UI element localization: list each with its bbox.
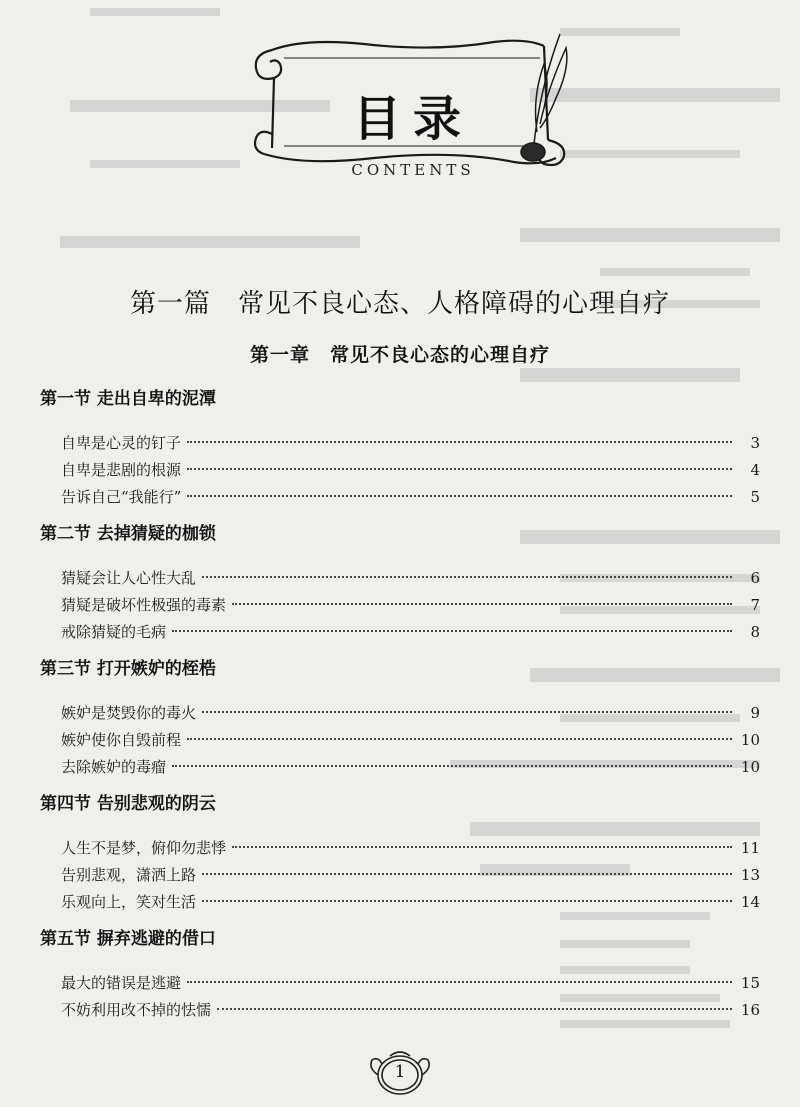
- leader-dots: [187, 441, 732, 443]
- toc-entry[interactable]: [61, 619, 760, 646]
- toc-entry-page: 10: [740, 731, 760, 749]
- toc-entry-page: 14: [740, 893, 760, 911]
- contents-title: 目录: [352, 91, 473, 147]
- toc-entry-title: 猜疑是破坏性极强的毒素: [61, 596, 227, 614]
- toc-section: [40, 789, 760, 916]
- leader-dots: [187, 738, 732, 740]
- toc-entry[interactable]: [61, 835, 760, 862]
- section-entries: [61, 970, 760, 1024]
- toc-entry-page: 3: [750, 434, 760, 452]
- toc-entry-title: 嫉妒使你自毁前程: [61, 731, 182, 749]
- section-title[interactable]: 第五节 摒弃逃避的借口: [40, 929, 216, 949]
- toc-entry-title: 戒除猜疑的毛病: [61, 623, 167, 641]
- leader-dots: [217, 1008, 732, 1010]
- leader-dots: [187, 495, 732, 497]
- toc-section: [40, 924, 760, 1024]
- leader-dots: [232, 846, 732, 848]
- toc-section: [40, 384, 760, 511]
- toc-entry-title: 去除嫉妒的毒瘤: [61, 758, 167, 776]
- toc-entry[interactable]: [61, 727, 760, 754]
- contents-subtitle: CONTENTS: [351, 161, 475, 179]
- toc-entry[interactable]: [61, 430, 760, 457]
- toc-entry-page: 10: [740, 758, 760, 776]
- leader-dots: [202, 873, 732, 875]
- leader-dots: [232, 603, 732, 605]
- toc-entry-page: 8: [750, 623, 760, 641]
- toc-entry[interactable]: [61, 565, 760, 592]
- section-title[interactable]: 第二节 去掉猜疑的枷锁: [40, 524, 216, 544]
- leader-dots: [187, 468, 732, 470]
- toc-entry-page: 6: [750, 569, 760, 587]
- toc-entry-title: 不妨利用改不掉的怯懦: [61, 1001, 212, 1019]
- page-number-medallion: [360, 1048, 440, 1098]
- leader-dots: [187, 981, 732, 983]
- section-entries: [61, 565, 760, 646]
- toc-section: [40, 654, 760, 781]
- toc-entry-title: 乐观向上，笑对生活: [61, 893, 197, 911]
- toc-entry[interactable]: [61, 754, 760, 781]
- toc-entry-page: 15: [740, 974, 760, 992]
- section-entries: [61, 430, 760, 511]
- leader-dots: [202, 900, 732, 902]
- toc-entry[interactable]: [61, 862, 760, 889]
- toc-entry-title: 最大的错误是逃避: [61, 974, 182, 992]
- table-of-contents: [40, 384, 760, 1032]
- leader-dots: [202, 576, 732, 578]
- toc-entry-title: 自卑是悲剧的根源: [61, 461, 182, 479]
- toc-entry-page: 9: [750, 704, 760, 722]
- leader-dots: [202, 711, 732, 713]
- chapter-title: 第一章 常见不良心态的心理自疗: [249, 344, 550, 366]
- contents-banner: [244, 28, 582, 178]
- toc-entry-title: 猜疑会让人心性大乱: [61, 569, 197, 587]
- toc-entry-page: 4: [750, 461, 760, 479]
- toc-entry[interactable]: [61, 997, 760, 1024]
- toc-entry-title: 自卑是心灵的钉子: [61, 434, 182, 452]
- leader-dots: [172, 630, 732, 632]
- toc-entry-page: 11: [740, 839, 760, 857]
- section-title[interactable]: 第四节 告别悲观的阴云: [40, 794, 216, 814]
- section-title[interactable]: 第一节 走出自卑的泥潭: [40, 389, 216, 409]
- toc-entry[interactable]: [61, 484, 760, 511]
- toc-entry-title: 告诉自己“我能行”: [61, 488, 182, 506]
- toc-entry[interactable]: [61, 970, 760, 997]
- toc-entry[interactable]: [61, 700, 760, 727]
- toc-entry-page: 13: [740, 866, 760, 884]
- toc-entry-title: 嫉妒是焚毁你的毒火: [61, 704, 197, 722]
- section-entries: [61, 700, 760, 781]
- section-entries: [61, 835, 760, 916]
- toc-entry[interactable]: [61, 592, 760, 619]
- part-title: 第一篇 常见不良心态、人格障碍的心理自疗: [129, 289, 670, 319]
- toc-entry-title: 告别悲观，潇洒上路: [61, 866, 197, 884]
- page-number: 1: [394, 1062, 406, 1082]
- toc-entry-title: 人生不是梦，俯仰勿悲悸: [61, 839, 227, 857]
- toc-entry[interactable]: [61, 889, 760, 916]
- toc-section: [40, 519, 760, 646]
- leader-dots: [172, 765, 732, 767]
- toc-entry-page: 16: [740, 1001, 760, 1019]
- section-title[interactable]: 第三节 打开嫉妒的桎梏: [40, 659, 216, 679]
- toc-entry-page: 7: [750, 596, 760, 614]
- toc-entry[interactable]: [61, 457, 760, 484]
- toc-entry-page: 5: [750, 488, 760, 506]
